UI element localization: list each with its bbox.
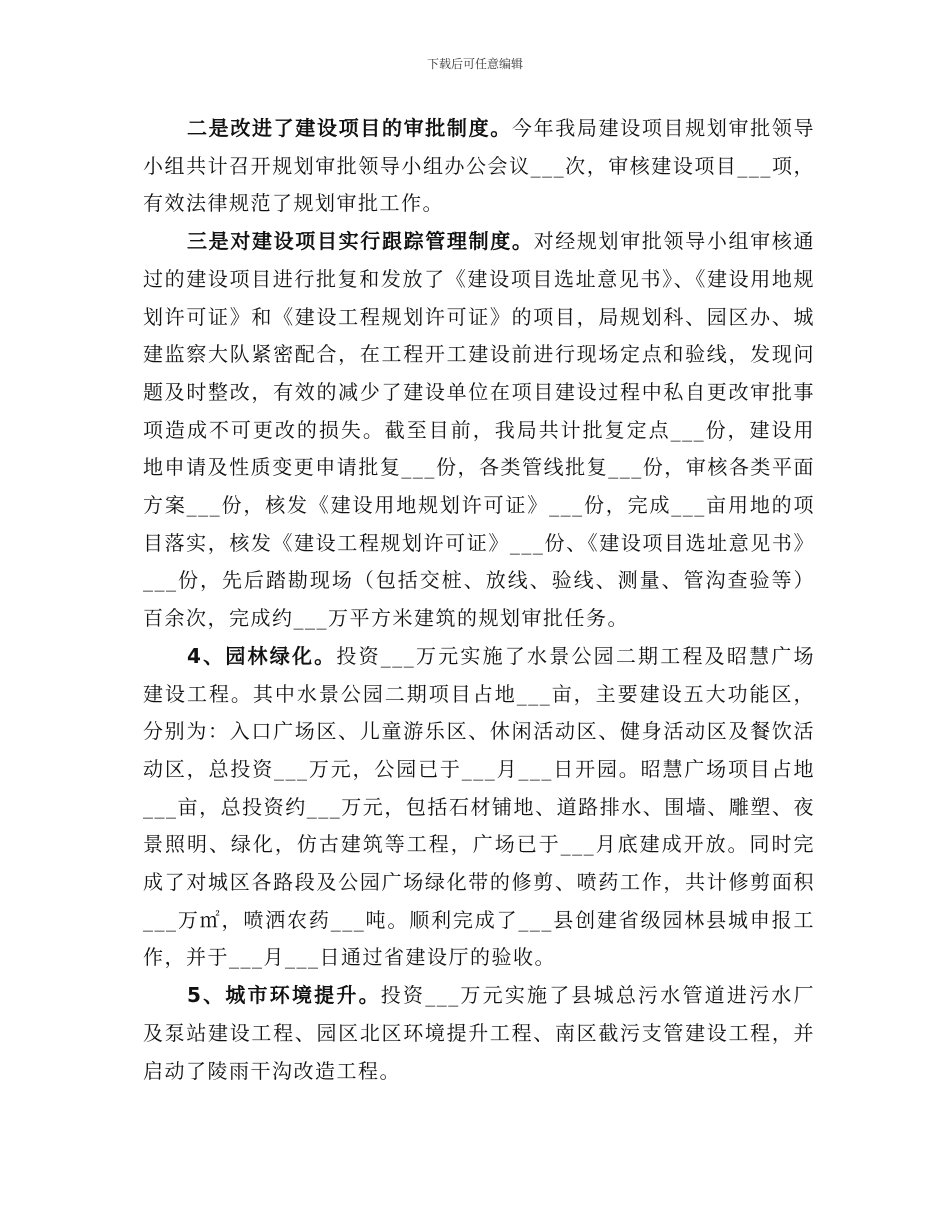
paragraph-urban-environment [143,977,815,1090]
paragraph-text: 今年我局建设项目规划审批领导小组共计召开规划审批领导小组办公会议___次，审核建设项目___项，有效法律规范了规划审批工作。 [143,116,816,216]
paragraph-lead: 5、城市环境提升。 [187,983,381,1008]
paragraph-approval-system [143,110,815,223]
paragraph-lead: 二是改进了建设项目的审批制度。 [187,116,512,140]
page-header: 下载后可任意编辑 [426,57,523,71]
paragraph-text: 投资___万元实施了县城总污水管道进污水厂及泵站建设工程、园区北区环境提升工程、南区截污支管建设工程，并启动了陵雨干沟改造工程。 [143,983,815,1083]
paragraph-lead: 三是对建设项目实行跟踪管理制度。 [187,229,534,254]
paragraph-lead: 4、园林绿化。 [187,643,337,668]
paragraph-text: 投资___万元实施了水景公园二期工程及昭慧广场建设工程。其中水景公园二期项目占地___亩，主要建设五大功能区，分别为：入口广场区、儿童游乐区、休闲活动区、健身活动区及餐饮活动区，总投资___万元，公园已于___月___日开园。昭慧广场项目占地___亩，总投资约___万元，包括石材铺地、道路排水、围墙、雕塑、夜景照明、绿化，仿古建筑等工程，广场已于___月底建成开放。同时完成了对城区各路段及公园广场绿化带的修剪、喷药工作，共计修剪面积___万㎡，喷洒农药___吨。顺利完成了___县创建省级园林县城申报工作，并于___月___日通过省建设厅的验收。 [143,643,816,970]
paragraph-text: 对经规划审批领导小组审核通过的建设项目进行批复和发放了《建设项目选址意见书》、《建设用地规划许可证》和《建设工程规划许可证》的项目，局规划科、园区办、城建监察大队紧密配合，在工程开工建设前进行现场定点和验线，发现问题及时整改，有效的减少了建设单位在项目建设过程中私自更改审批事项造成不可更改的损失。截至目前，我局共计批复定点___份，建设用地申请及性质变更申请批复___份，各类管线批复___份，审核各类平面方案___份，核发《建设用地规划许可证》___份，完成___亩用地的项目落实，核发《建设工程规划许可证》___份、《建设项目选址意见书》___份，先后踏勘现场（包括交桩、放线、验线、测量、管沟查验等）百余次，完成约___万平方米建筑的规划审批任务。 [143,229,816,631]
paragraph-tracking-management [143,223,815,638]
document-body [143,110,815,1090]
paragraph-landscaping [143,638,815,977]
